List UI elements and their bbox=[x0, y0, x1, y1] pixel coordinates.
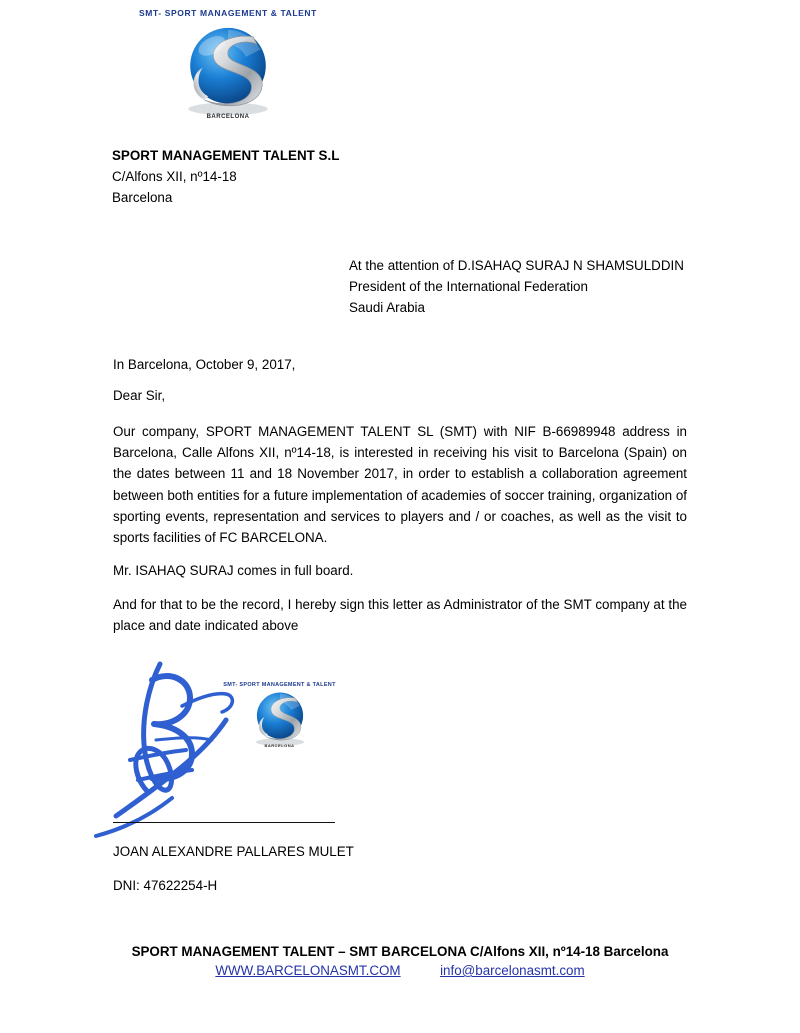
page-footer bbox=[0, 944, 800, 978]
signature-rule bbox=[113, 822, 335, 823]
logo-caption: BARCELONA bbox=[206, 114, 250, 120]
sender-address: C/Alfons XII, nº14-18 bbox=[112, 169, 237, 185]
recipient-title: President of the International Federation bbox=[349, 279, 588, 295]
footer-company-line: SPORT MANAGEMENT TALENT – SMT BARCELONA C/Alfons XII, nº14-18 Barcelona bbox=[131, 944, 669, 959]
footer-email-link[interactable]: info@barcelonasmt.com bbox=[440, 963, 585, 978]
logo-caption-small: BARCELONA bbox=[264, 743, 295, 748]
body-paragraph-2: Mr. ISAHAQ SURAJ comes in full board. bbox=[113, 563, 354, 578]
date-line: In Barcelona, October 9, 2017, bbox=[113, 357, 296, 372]
company-logo-signature bbox=[222, 680, 337, 756]
logo-wordmark-small: SMT- SPORT MANAGEMENT & TALENT bbox=[223, 682, 336, 688]
signer-name: JOAN ALEXANDRE PALLARES MULET bbox=[113, 844, 354, 859]
logo-sphere-icon-small bbox=[247, 689, 313, 750]
logo-sphere-icon bbox=[174, 22, 282, 122]
sender-block bbox=[112, 145, 512, 209]
recipient-block bbox=[349, 255, 769, 319]
salutation: Dear Sir, bbox=[113, 388, 166, 403]
footer-website-link[interactable]: WWW.BARCELONASMT.COM bbox=[215, 963, 401, 978]
sender-company: SPORT MANAGEMENT TALENT S.L bbox=[112, 148, 340, 163]
recipient-attention: At the attention of D.ISAHAQ SURAJ N SHAMSULDDIN bbox=[349, 258, 684, 273]
sender-city: Barcelona bbox=[112, 190, 173, 206]
body-paragraph-1: Our company, SPORT MANAGEMENT TALENT SL (SMT) with NIF B-66989948 address in Barcelona, Calle Alfons XII, nº14-18, is interested in receiving his visit to Barcelona (Spain) on the dates between 11 and 18 November 2017, in order to establish a collaboration agreement between both entities for a future implementation of academies of soccer training, organization of sporting events, representation and services to players and / or coaches, as well as the visit to sports facilities of FC BARCELONA. bbox=[113, 424, 687, 545]
signer-dni: DNI: 47622254-H bbox=[113, 878, 218, 893]
recipient-country: Saudi Arabia bbox=[349, 300, 425, 316]
company-logo-header bbox=[133, 6, 323, 130]
logo-wordmark: SMT- SPORT MANAGEMENT & TALENT bbox=[139, 8, 317, 18]
body-paragraph-3: And for that to be the record, I hereby sign this letter as Administrator of the SMT company at the place and date indicated above bbox=[113, 597, 687, 634]
